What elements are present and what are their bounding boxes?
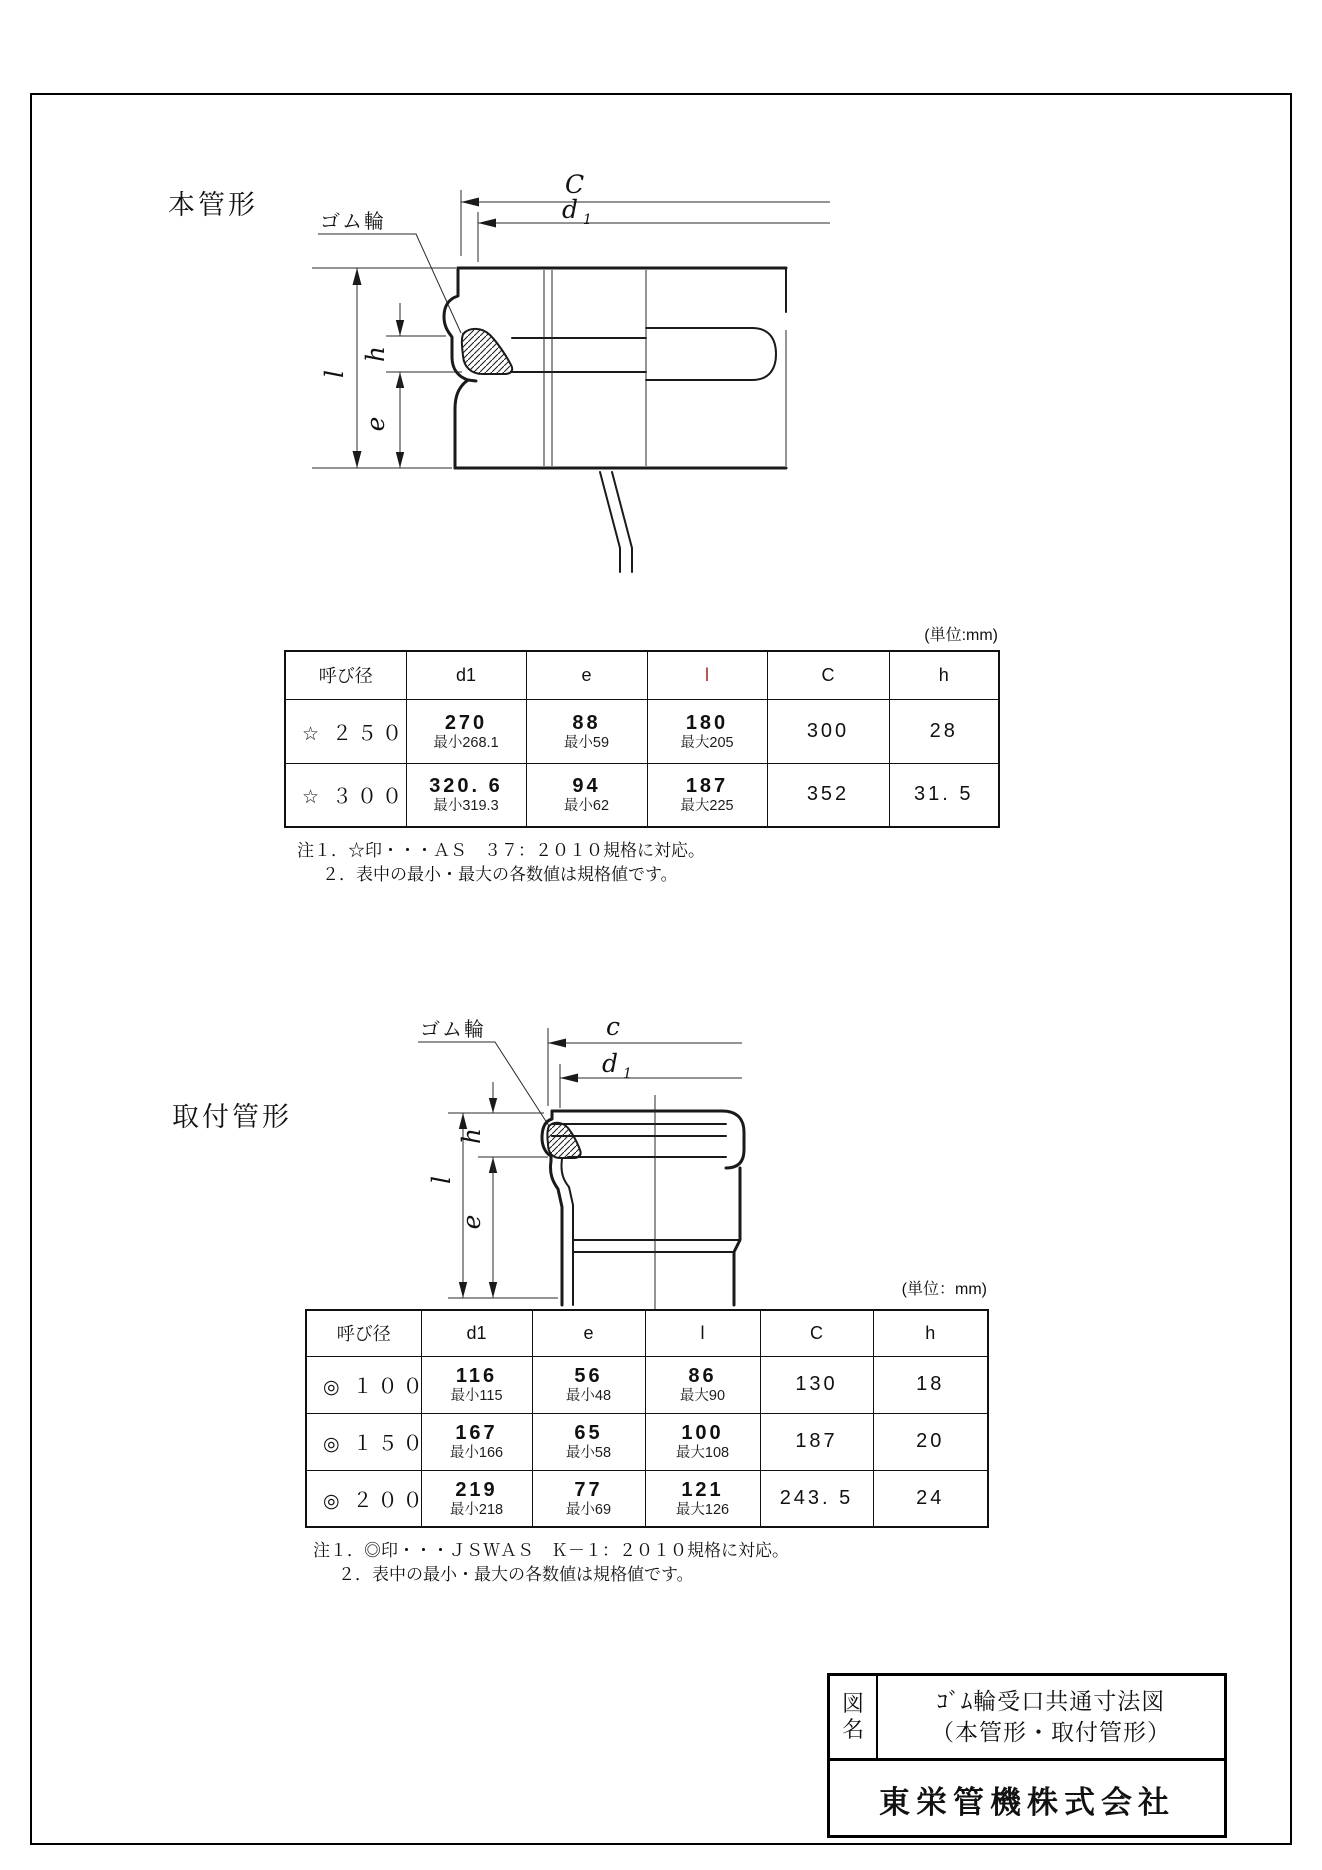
- l-value: 100: [681, 1422, 724, 1444]
- l-value: 187: [685, 775, 729, 798]
- col-header-l: l: [647, 651, 767, 699]
- d1-value: 167: [455, 1422, 498, 1444]
- e-min: 最小59: [563, 734, 610, 751]
- col-header-h: h: [889, 651, 999, 699]
- C-value: 300: [767, 699, 889, 763]
- dim-label-d1-2: d: [602, 1049, 619, 1078]
- d1-value: 116: [455, 1365, 498, 1387]
- dim-d1-2: [560, 1049, 742, 1108]
- l-max: 最大108: [675, 1445, 730, 1461]
- dim-label-h2: h: [457, 1127, 486, 1145]
- dim-d1: [478, 195, 830, 262]
- drawing-name-char2: 名: [841, 1717, 864, 1742]
- table-row: [285, 763, 999, 827]
- col-header-C: C: [760, 1310, 873, 1356]
- dim-label-e2: e: [457, 1214, 486, 1230]
- e-value: 56: [574, 1365, 603, 1387]
- d1-min: 最小319.3: [433, 798, 499, 815]
- h-value: 28: [889, 699, 999, 763]
- main-pipe-diagram: [168, 170, 830, 572]
- star-symbol: ☆: [302, 723, 325, 745]
- l-max: 最大90: [679, 1388, 726, 1404]
- unit-label-table2: (単位：mm): [901, 1281, 987, 1298]
- e-value: 77: [574, 1478, 603, 1501]
- note1-line2: ２．表中の最小・最大の各数値は規格値です。: [322, 865, 678, 884]
- title-block: [827, 1673, 1227, 1838]
- rubber-ring-section-2: [547, 1123, 580, 1158]
- e-min: 最小48: [565, 1388, 612, 1404]
- dim-label-d1-sub: 1: [583, 212, 592, 228]
- pipe-cross-section: [444, 268, 786, 572]
- d1-value: 320. 6: [429, 775, 503, 798]
- note1-line1: 注１．☆印・・・ＡＳ ３７：２０１０規格に対応。: [297, 841, 705, 860]
- e-min: 最小69: [565, 1501, 612, 1518]
- col-header-e: e: [526, 651, 647, 699]
- col-header-C: C: [767, 651, 889, 699]
- drawing-name-char1: 図: [841, 1691, 864, 1716]
- star-symbol: ☆: [302, 787, 325, 809]
- drawing-title: [878, 1676, 1224, 1758]
- dim-label-l2: l: [427, 1176, 456, 1184]
- dim-label-d1: d: [562, 195, 579, 224]
- dim-h: [361, 303, 462, 388]
- table-header-row: [285, 651, 999, 699]
- gasket-label-2: ゴム輪: [420, 1019, 486, 1041]
- fitting-pipe-cross-section: [542, 1095, 744, 1310]
- size-value: １００: [352, 1376, 428, 1398]
- d1-value: 270: [444, 711, 488, 734]
- table-row: [306, 1413, 988, 1470]
- fitting-pipe-spec-table: [305, 1309, 989, 1528]
- dim-label-e: e: [361, 416, 390, 432]
- table-row: [306, 1356, 988, 1413]
- dim-c2: [548, 1012, 742, 1106]
- h-value: 31. 5: [889, 763, 999, 827]
- dim-label-c2: c: [606, 1012, 621, 1041]
- d1-min: 最小166: [449, 1445, 504, 1461]
- drawing-title-line2: （本管形・取付管形）: [931, 1719, 1171, 1745]
- fitting-pipe-diagram: [172, 1012, 744, 1310]
- size-value: ３００: [332, 786, 408, 809]
- d1-min: 最小115: [450, 1388, 503, 1404]
- main-pipe-spec-table: [284, 650, 1000, 828]
- dim-h2: [457, 1082, 548, 1173]
- gasket-callout-2: [418, 1018, 549, 1126]
- double-circle-symbol: ◎: [323, 1377, 345, 1398]
- diagram2-title: 取付管形: [172, 1102, 292, 1132]
- gasket-label: ゴム輪: [320, 211, 386, 233]
- col-header-l: l: [645, 1310, 760, 1356]
- dim-l: [312, 268, 456, 468]
- h-value: 18: [873, 1356, 988, 1413]
- col-header-e: e: [532, 1310, 645, 1356]
- l-max: 最大225: [680, 798, 734, 815]
- col-header-d1: d1: [406, 651, 526, 699]
- h-value: 24: [873, 1470, 988, 1527]
- C-value: 187: [760, 1413, 873, 1470]
- rubber-ring-section: [462, 329, 512, 374]
- table-row: [285, 699, 999, 763]
- C-value: 352: [767, 763, 889, 827]
- e-value: 94: [572, 775, 601, 798]
- l-value: 86: [688, 1365, 717, 1387]
- unit-label-table1: (単位:mm): [924, 627, 998, 644]
- col-header-h: h: [873, 1310, 988, 1356]
- d1-value: 219: [455, 1478, 498, 1501]
- l-value: 121: [681, 1478, 724, 1501]
- C-value: 243. 5: [760, 1470, 873, 1527]
- size-value: １５０: [352, 1433, 428, 1455]
- dim-label-l: l: [320, 370, 349, 378]
- dim-label-d1-sub-2: 1: [623, 1066, 632, 1082]
- col-header-size: 呼び径: [285, 651, 406, 699]
- gasket-callout: [318, 210, 461, 333]
- drawing-name-label: [830, 1676, 878, 1758]
- table-row: [306, 1470, 988, 1527]
- title-block-top-row: [830, 1676, 1224, 1761]
- note2-line1: 注１．◎印・・・ＪＳＷＡＳ Ｋ－１：２０１０規格に対応。: [313, 1541, 789, 1560]
- d1-min: 最小218: [449, 1501, 504, 1518]
- e-min: 最小62: [563, 798, 610, 815]
- company-name: 東栄管機株式会社: [879, 1785, 1175, 1820]
- l-max: 最大126: [675, 1501, 730, 1518]
- col-header-d1: d1: [421, 1310, 532, 1356]
- l-max: 最大205: [680, 734, 734, 751]
- e-value: 65: [574, 1422, 603, 1444]
- drawing-title-line1: ｺﾞﾑ輪受口共通寸法図: [936, 1688, 1166, 1714]
- e-min: 最小58: [565, 1445, 612, 1461]
- dim-C: [461, 170, 830, 256]
- l-value: 180: [685, 711, 729, 734]
- note2-line2: ２．表中の最小・最大の各数値は規格値です。: [338, 1565, 694, 1584]
- table-header-row: [306, 1310, 988, 1356]
- C-value: 130: [760, 1356, 873, 1413]
- dim-label-h: h: [361, 345, 390, 363]
- dim-label-C: C: [565, 170, 585, 199]
- col-header-size: 呼び径: [306, 1310, 421, 1356]
- size-value: ２００: [352, 1489, 428, 1512]
- e-value: 88: [572, 711, 601, 734]
- double-circle-symbol: ◎: [323, 1434, 345, 1455]
- double-circle-symbol: ◎: [323, 1490, 345, 1512]
- diagram1-title: 本管形: [168, 190, 258, 220]
- h-value: 20: [873, 1413, 988, 1470]
- d1-min: 最小268.1: [433, 734, 499, 751]
- size-value: ２５０: [332, 722, 408, 745]
